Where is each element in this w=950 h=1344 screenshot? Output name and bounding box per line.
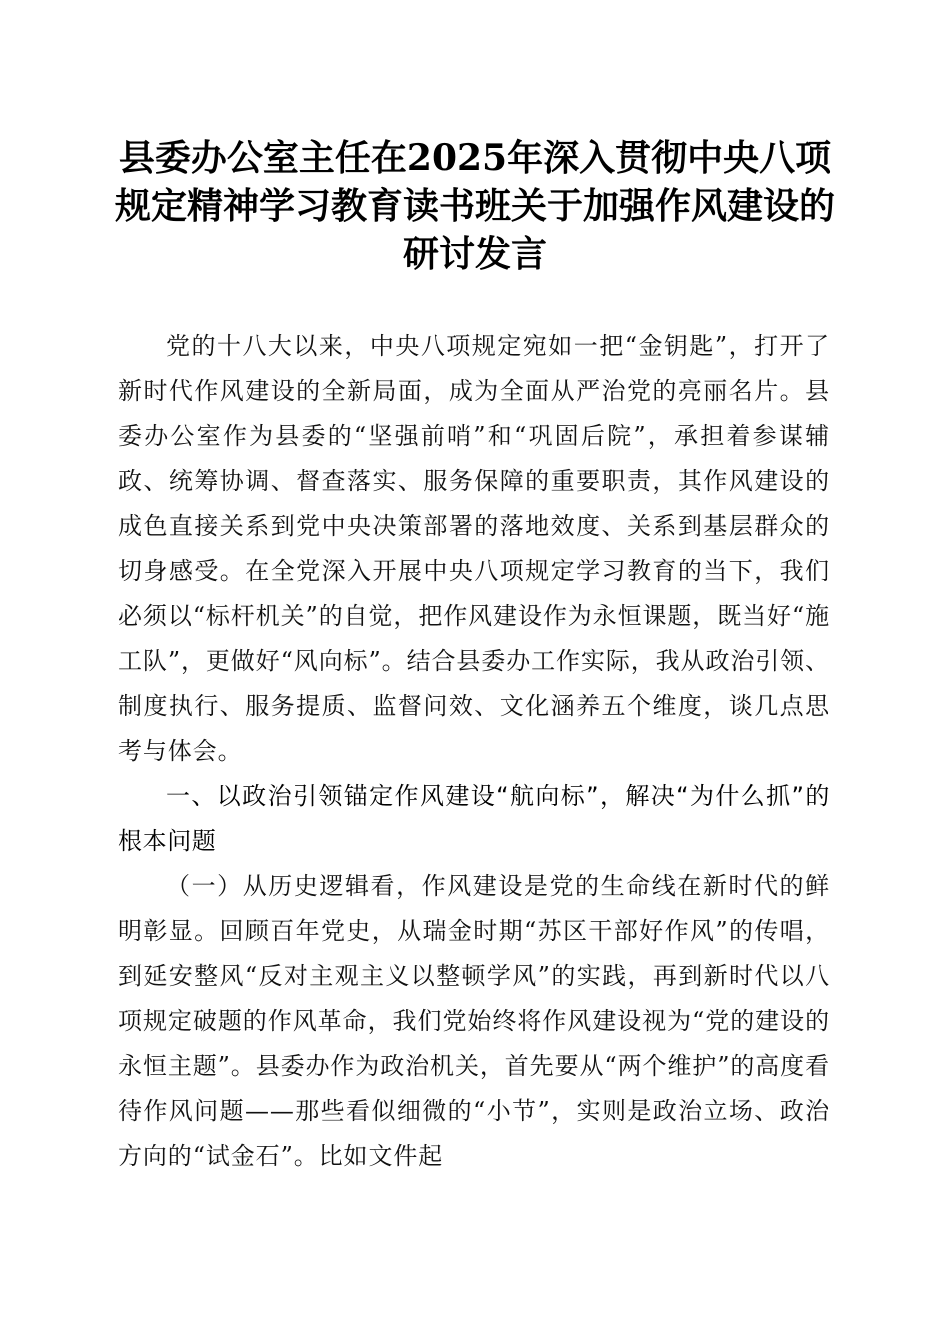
title-line-2: 规定精神学习教育读书班关于加强作风建设的 — [114, 185, 835, 227]
section-heading-1: 一、以政治引领锚定作风建设“航向标”，解决“为什么抓”的根本问题 — [118, 782, 830, 855]
title-line-3: 研讨发言 — [402, 233, 547, 275]
subsection-paragraph-1: （一）从历史逻辑看，作风建设是党的生命线在新时代的鲜明彰显。回顾百年党史，从瑞金时期“苏区干部好作风”的传唱，到延安整风“反对主观主义以整顿学风”的实践，再到新时代以八项规定破题的作风革命，我们党始终将作风建设视为“党的建设的永恒主题”。县委办作为政治机关，首先要从“两个维护”的高度看待作风问题——那些看似细微的“小节”，实则是政治立场、政治方向的“试金石”。比如文件起 — [118, 872, 830, 1170]
title-line-1: 县委办公室主任在2025年深入贯彻中央八项 — [118, 137, 832, 179]
document-title — [110, 134, 840, 278]
intro-paragraph: 党的十八大以来，中央八项规定宛如一把“金钥匙”，打开了新时代作风建设的全新局面，成为全面从严治党的亮丽名片。县委办公室作为县委的“坚强前哨”和“巩固后院”，承担着参谋辅政、统筹协调、督查落实、服务保障的重要职责，其作风建设的成色直接关系到党中央决策部署的落地效度、关系到基层群众的切身感受。在全党深入开展中央八项规定学习教育的当下，我们必须以“标杆机关”的自觉，把作风建设作为永恒课题，既当好“施工队”，更做好“风向标”。结合县委办工作实际，我从政治引领、制度执行、服务提质、监督问效、文化涵养五个维度，谈几点思考与体会。 — [118, 332, 830, 765]
document-body — [118, 324, 830, 1179]
